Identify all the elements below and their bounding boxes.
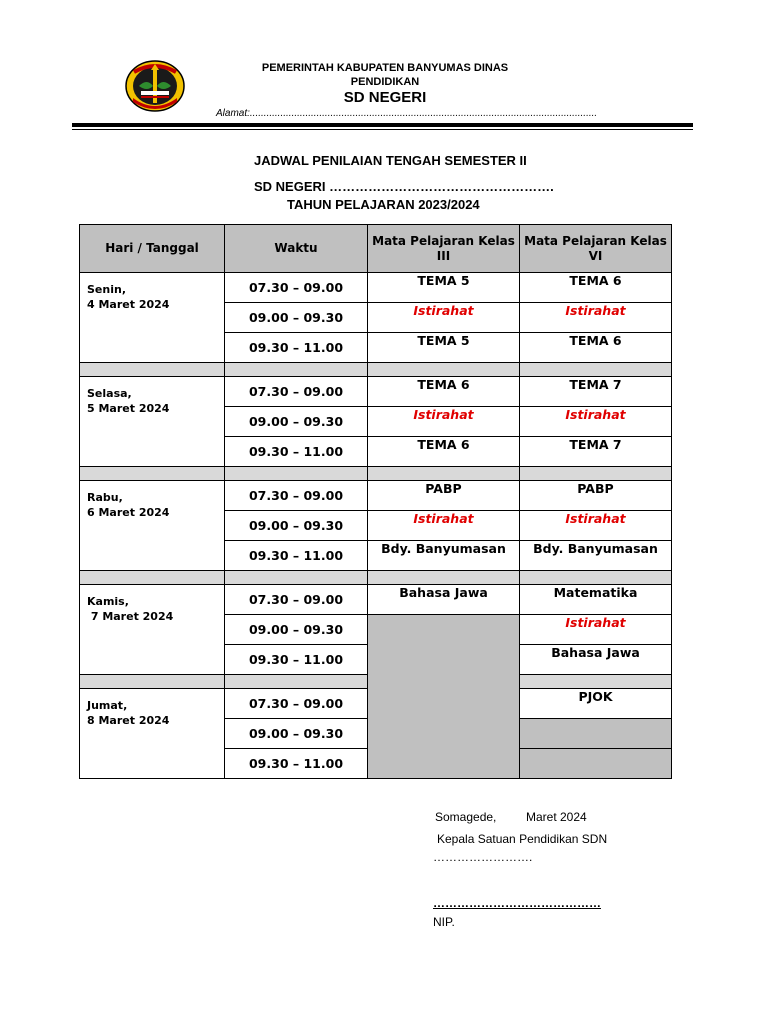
class3-cell: TEMA 6	[368, 437, 520, 467]
class6-cell: Bahasa Jawa	[520, 645, 672, 675]
header-day: Hari / Tanggal	[80, 225, 225, 273]
signature-place: Somagede,	[435, 810, 497, 824]
table-row	[80, 377, 672, 407]
day-cell	[80, 689, 225, 779]
school-name-header: SD NEGERI	[343, 89, 427, 106]
time-cell: 07.30 – 09.00	[225, 273, 368, 303]
class6-cell: TEMA 7	[520, 377, 672, 407]
separator-cell	[225, 675, 368, 689]
class6-cell: Bdy. Banyumasan	[520, 541, 672, 571]
signature-date: Maret 2024	[526, 810, 587, 824]
time-cell: 09.30 – 11.00	[225, 437, 368, 467]
header-time: Waktu	[225, 225, 368, 273]
document-title: JADWAL PENILAIAN TENGAH SEMESTER II	[254, 153, 527, 168]
time-cell: 09.30 – 11.00	[225, 645, 368, 675]
exam-schedule-table	[79, 224, 672, 779]
address-line: Alamat:.............................................................................................................................	[216, 108, 598, 119]
separator-cell	[225, 363, 368, 377]
class3-cell: Istirahat	[368, 511, 520, 541]
class6-cell: Matematika	[520, 585, 672, 615]
day-name: Senin,	[87, 283, 126, 296]
separator-cell	[368, 363, 520, 377]
class6-cell: Istirahat	[520, 511, 672, 541]
class6-cell	[520, 749, 672, 779]
table-row	[80, 273, 672, 303]
day-name: Kamis,	[87, 595, 129, 608]
class6-cell: TEMA 6	[520, 273, 672, 303]
separator-cell	[368, 467, 520, 481]
table-header-row	[80, 225, 672, 273]
day-date: 8 Maret 2024	[87, 714, 170, 727]
government-header-line2: PENDIDIKAN	[350, 76, 420, 88]
class3-cell: TEMA 5	[368, 333, 520, 363]
signature-nip: NIP.	[433, 915, 455, 929]
time-cell: 09.30 – 11.00	[225, 541, 368, 571]
separator-cell	[368, 571, 520, 585]
separator-row	[80, 363, 672, 377]
class6-cell: PJOK	[520, 689, 672, 719]
time-cell: 09.00 – 09.30	[225, 719, 368, 749]
header-class6: Mata Pelajaran Kelas VI	[520, 225, 672, 273]
time-cell: 09.00 – 09.30	[225, 407, 368, 437]
time-cell: 07.30 – 09.00	[225, 481, 368, 511]
table-row	[80, 585, 672, 615]
time-cell: 09.00 – 09.30	[225, 303, 368, 333]
table-row	[80, 481, 672, 511]
class3-cell: PABP	[368, 481, 520, 511]
time-cell: 07.30 – 09.00	[225, 585, 368, 615]
class6-cell	[520, 719, 672, 749]
day-date: 7 Maret 2024	[87, 610, 174, 623]
class6-cell: Istirahat	[520, 615, 672, 645]
separator-cell	[520, 675, 672, 689]
signature-role: Kepala Satuan Pendidikan SDN	[437, 832, 608, 846]
time-cell: 09.30 – 11.00	[225, 749, 368, 779]
academic-year: TAHUN PELAJARAN 2023/2024	[287, 197, 480, 212]
time-cell: 09.00 – 09.30	[225, 615, 368, 645]
day-cell	[80, 377, 225, 467]
separator-cell	[80, 571, 225, 585]
class3-cell: TEMA 6	[368, 377, 520, 407]
header-class3: Mata Pelajaran Kelas III	[368, 225, 520, 273]
separator-cell	[80, 363, 225, 377]
signature-name-line: ……………………………………	[433, 896, 601, 910]
time-cell: 09.00 – 09.30	[225, 511, 368, 541]
time-cell: 07.30 – 09.00	[225, 377, 368, 407]
separator-row	[80, 571, 672, 585]
day-name: Rabu,	[87, 491, 123, 504]
separator-cell	[225, 467, 368, 481]
class6-cell: Istirahat	[520, 303, 672, 333]
class6-cell: TEMA 6	[520, 333, 672, 363]
school-line: SD NEGERI …………………………………………….	[254, 179, 554, 194]
header-divider-thin	[72, 129, 693, 130]
class3-empty-cell	[368, 615, 520, 779]
class6-cell: PABP	[520, 481, 672, 511]
separator-cell	[520, 571, 672, 585]
class6-cell: Istirahat	[520, 407, 672, 437]
class3-cell: Istirahat	[368, 303, 520, 333]
day-cell	[80, 273, 225, 363]
class6-cell: TEMA 7	[520, 437, 672, 467]
day-date: 5 Maret 2024	[87, 402, 170, 415]
banyumas-emblem-logo	[124, 58, 186, 114]
day-name: Selasa,	[87, 387, 132, 400]
government-header-line1: PEMERINTAH KABUPATEN BANYUMAS DINAS	[261, 62, 509, 74]
separator-cell	[80, 467, 225, 481]
separator-row	[80, 467, 672, 481]
time-cell: 09.30 – 11.00	[225, 333, 368, 363]
separator-cell	[225, 571, 368, 585]
time-cell: 07.30 – 09.00	[225, 689, 368, 719]
separator-cell	[520, 467, 672, 481]
class3-cell: TEMA 5	[368, 273, 520, 303]
class3-cell: Bahasa Jawa	[368, 585, 520, 615]
day-cell	[80, 585, 225, 675]
class3-cell: Bdy. Banyumasan	[368, 541, 520, 571]
header-divider-thick	[72, 123, 693, 127]
separator-cell	[520, 363, 672, 377]
day-date: 6 Maret 2024	[87, 506, 170, 519]
day-date: 4 Maret 2024	[87, 298, 170, 311]
separator-cell	[80, 675, 225, 689]
signature-role-dots: …………………….	[433, 850, 533, 864]
day-name: Jumat,	[87, 699, 128, 712]
day-cell	[80, 481, 225, 571]
class3-cell: Istirahat	[368, 407, 520, 437]
